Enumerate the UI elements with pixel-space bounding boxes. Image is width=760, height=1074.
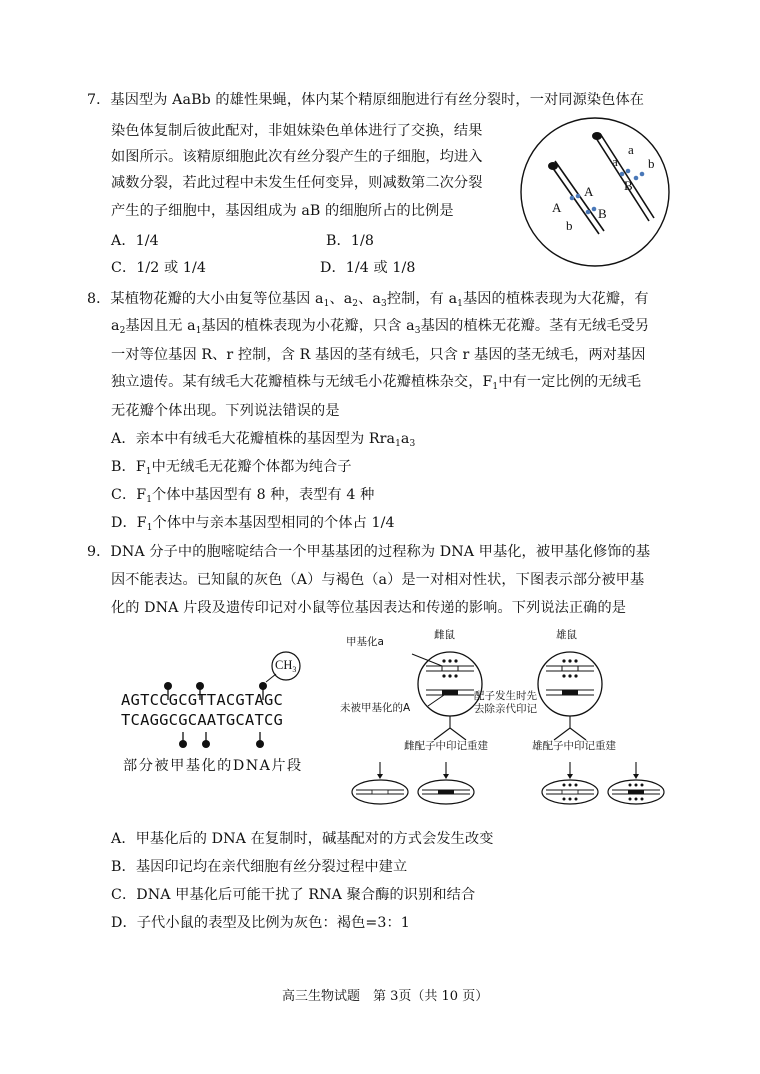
label-B-1: B bbox=[624, 178, 633, 193]
label-methylated-a: 甲基化a bbox=[346, 636, 384, 648]
q9-option-b: B．基因印记均在亲代细胞有丝分裂过程中建立 bbox=[111, 859, 408, 875]
imprinting-diagram bbox=[350, 640, 670, 805]
label-male: 雄鼠 bbox=[556, 629, 577, 641]
chromosome-crossover-figure bbox=[516, 116, 674, 268]
q9-line-2: 因不能表达。已知鼠的灰色（A）与褐色（a）是一对相对性状，下图表示部分被甲基 bbox=[111, 572, 645, 588]
q7-option-b: B．1/8 bbox=[326, 233, 374, 249]
label-a-2: a bbox=[628, 142, 634, 157]
dna-bottom-strand: TCAGGCGCAATGCATCG bbox=[121, 711, 284, 729]
label-gamete-note-2: 去除亲代印记 bbox=[474, 703, 537, 715]
q8-line-2: $a_2$基因且无 $a_1$基因的植株表现为小花瓣，只含 $a_3$基因的植株无花瓣。茎有无绒毛受另 bbox=[111, 318, 650, 336]
page-footer: 高三生物试题 第 3页（共 10 页） bbox=[282, 989, 489, 1004]
q7-option-c: C．1/2 或 1/4 bbox=[111, 260, 207, 276]
label-A-2: A bbox=[584, 184, 594, 199]
q7-line-5: 产生的子细胞中，基因组成为 aB 的细胞所占的比例是 bbox=[111, 203, 454, 219]
label-female: 雌鼠 bbox=[434, 629, 455, 641]
q7-line-4: 减数分裂，若此过程中未发生任何变异，则减数第二次分裂 bbox=[111, 175, 483, 191]
q9-line-3: 化的 DNA 片段及遗传印记对小鼠等位基因表达和传递的影响。下列说法正确的是 bbox=[111, 600, 627, 616]
label-b-1: b bbox=[648, 156, 655, 171]
q8-option-d: D．$F_1$个体中与亲本基因型相同的个体占 1/4 bbox=[111, 515, 395, 533]
label-unmethylated-A: 未被甲基化的A bbox=[340, 702, 411, 714]
q7-option-a: A．1/4 bbox=[111, 233, 159, 249]
q8-line-4: 独立遗传。某有绒毛大花瓣植株与无绒毛小花瓣植株杂交，$F_1$中有一定比例的无绒毛 bbox=[111, 374, 642, 392]
label-b-2: b bbox=[566, 218, 573, 233]
q7-line-1: 7．基因型为 AaBb 的雄性果蝇，体内某个精原细胞进行有丝分裂时，一对同源染色体在 bbox=[87, 92, 645, 108]
dna-top-strand: AGTCCGCGTTACGTAGC bbox=[121, 691, 284, 709]
q7-line-2: 染色体复制后彼此配对，非姐妹染色单体进行了交换，结果 bbox=[111, 123, 483, 139]
label-A-1: A bbox=[552, 200, 562, 215]
q8-line-3: 一对等位基因 R、r 控制，含 R 基因的茎有绒毛，只含 r 基因的茎无绒毛，两对基因 bbox=[111, 347, 646, 363]
q7-line-3: 如图所示。该精原细胞此次有丝分裂产生的子细胞，均进入 bbox=[111, 149, 483, 165]
ch3-label: $CH_3$ bbox=[275, 658, 297, 674]
label-female-rebuild: 雌配子中印记重建 bbox=[404, 740, 488, 752]
q8-option-b: B．$F_1$中无绒毛无花瓣个体都为纯合子 bbox=[111, 459, 352, 477]
q9-option-d: D．子代小鼠的表型及比例为灰色：褐色=3：1 bbox=[111, 915, 410, 931]
q8-option-c: C．$F_1$个体中基因型有 8 种，表型有 4 种 bbox=[111, 487, 375, 505]
q9-line-1: 9．DNA 分子中的胞嘧啶结合一个甲基基团的过程称为 DNA 甲基化，被甲基化修饰的基 bbox=[87, 544, 651, 560]
label-a-1: a bbox=[612, 154, 618, 169]
q7-option-d: D．1/4 或 1/8 bbox=[320, 260, 416, 276]
q9-option-c: C．DNA 甲基化后可能干扰了 RNA 聚合酶的识别和结合 bbox=[111, 887, 476, 903]
dna-caption: 部分被甲基化的DNA片段 bbox=[123, 758, 303, 774]
q8-line-5: 无花瓣个体出现。下列说法错误的是 bbox=[111, 403, 340, 419]
q8-option-a: A．亲本中有绒毛大花瓣植株的基因型为 $Rra_1a_3$ bbox=[111, 431, 416, 449]
label-B-2: B bbox=[598, 206, 607, 221]
q9-option-a: A．甲基化后的 DNA 在复制时，碱基配对的方式会发生改变 bbox=[111, 831, 494, 847]
q8-line-1: 8．某植物花瓣的大小由复等位基因 $a_1$、$a_2$、$a_3$控制，有 $a_1$基因的植株表现为大花瓣，有 bbox=[87, 291, 649, 309]
label-male-rebuild: 雄配子中印记重建 bbox=[532, 740, 616, 752]
label-gamete-note-1: 配子发生时先 bbox=[474, 690, 537, 702]
